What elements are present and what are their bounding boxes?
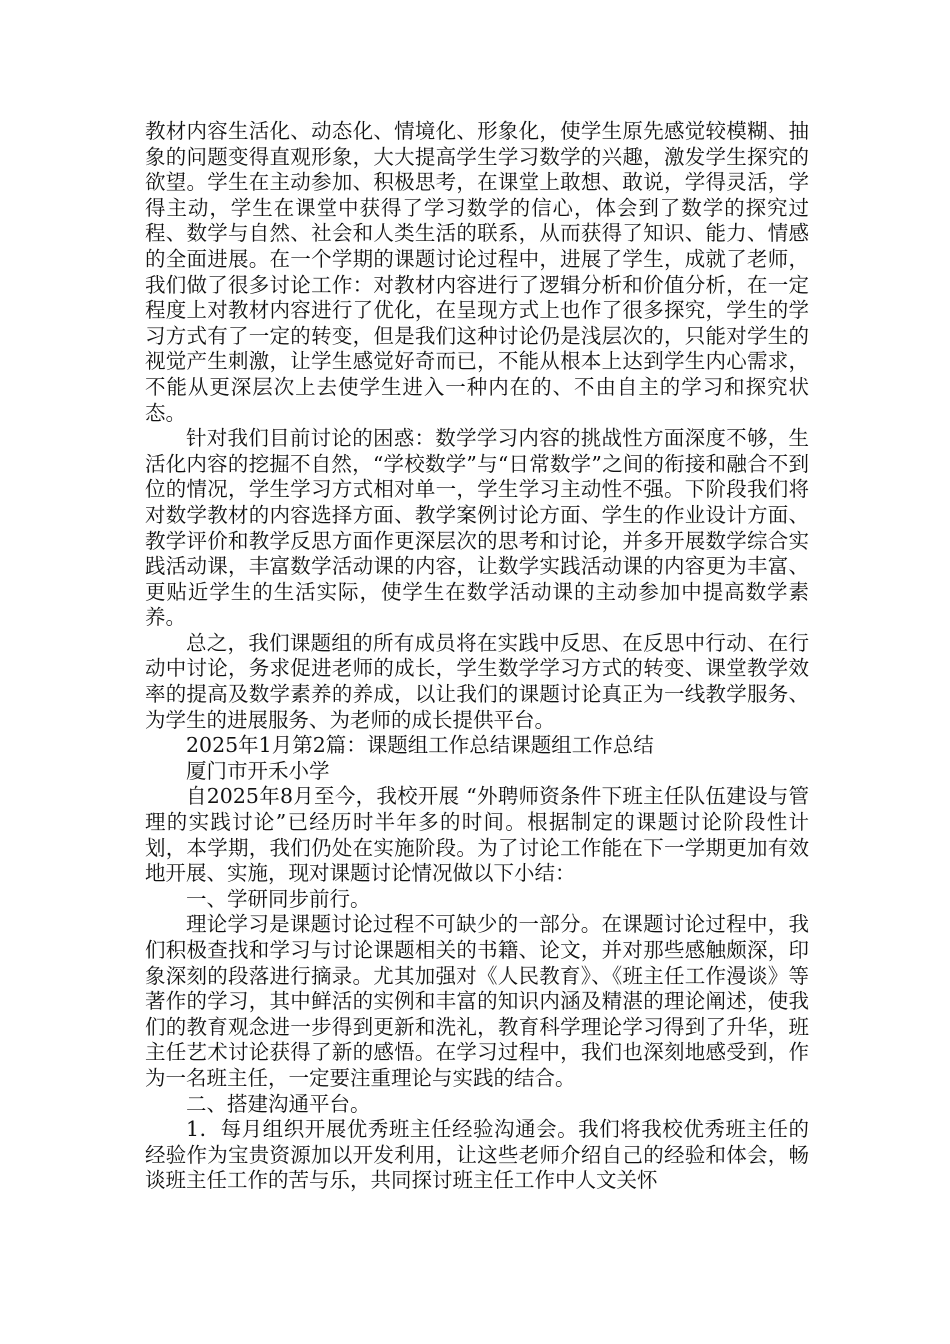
section-heading-date-title: 2025年1月第2篇：课题组工作总结课题组工作总结 [186,733,654,758]
paragraph-intro: 自2025年8月至今，我校开展 “外聘师资条件下班主任队伍建设与管理的实践讨论”已经历时半年多的时间。根据制定的课题讨论阶段性计划，本学期，我们仍处在实施阶段。为了讨论工作能在下一学期更加有效地开展、实施，现对课题讨论情况做以下小结： [145,784,809,886]
paragraph-3: 总之，我们课题组的所有成员将在实践中反思、在反思中行动、在行动中讨论，务求促进老师的成长，学生数学学习方式的转变、课堂教学效率的提高及数学素养的养成，以让我们的课题讨论真正为一线教学服务、为学生的进展服务、为老师的成长提供平台。 [145,630,809,732]
paragraph-1: 教材内容生活化、动态化、情境化、形象化，使学生原先感觉较模糊、抽象的问题变得直观形象，大大提高学生学习数学的兴趣，激发学生探究的欲望。学生在主动参加、积极思考，在课堂上敢想、敢说，学得灵活，学得主动，学生在课堂中获得了学习数学的信心，体会到了数学的探究过程、数学与自然、社会和人类生活的联系，从而获得了知识、能力、情感的全面进展。在一个学期的课题讨论过程中，进展了学生，成就了老师，我们做了很多讨论工作：对教材内容进行了逻辑分析和价值分析，在一定程度上对教材内容进行了优化，在呈现方式上也作了很多探究，学生的学习方式有了一定的转变，但是我们这种讨论仍是浅层次的，只能对学生的视觉产生刺激，让学生感觉好奇而已，不能从根本上达到学生内心需求，不能从更深层次上去使学生进入一种内在的、不由自主的学习和探究状态。 [145,119,809,425]
heading-section-1: 一、学研同步前行。 [186,886,371,911]
paragraph-theory: 理论学习是课题讨论过程不可缺少的一部分。在课题讨论过程中，我们积极查找和学习与讨论课题相关的书籍、论文，并对那些感触颇深，印象深刻的段落进行摘录。尤其加强对《人民教育》、《班主任工作漫谈》等著作的学习，其中鲜活的实例和丰富的知识内涵及精湛的理论阐述，使我们的教育观念进一步得到更新和洗礼，教育科学理论学习得到了升华，班主任艺术讨论获得了新的感悟。在学习过程中，我们也深刻地感受到，作为一名班主任，一定要注重理论与实践的结合。 [145,912,809,1090]
document-page [145,119,809,1194]
heading-section-2: 二、搭建沟通平台。 [186,1091,371,1116]
paragraph-exchange: 1．每月组织开展优秀班主任经验沟通会。我们将我校优秀班主任的经验作为宝贵资源加以开发利用，让这些老师介绍自己的经验和体会，畅谈班主任工作的苦与乐，共同探讨班主任工作中人文关怀 [145,1117,809,1193]
school-name: 厦门市开禾小学 [186,758,330,783]
paragraph-2: 针对我们目前讨论的困惑：数学学习内容的挑战性方面深度不够，生活化内容的挖掘不自然，“学校数学”与“日常数学”之间的衔接和融合不到位的情况，学生学习方式相对单一，学生学习主动性不强。下阶段我们将对数学教材的内容选择方面、教学案例讨论方面、学生的作业设计方面、教学评价和教学反思方面作更深层次的思考和讨论，并多开展数学综合实践活动课，丰富数学活动课的内容，让数学实践活动课的内容更为丰富、更贴近学生的生活实际，使学生在数学活动课的主动参加中提高数学素养。 [145,426,809,630]
